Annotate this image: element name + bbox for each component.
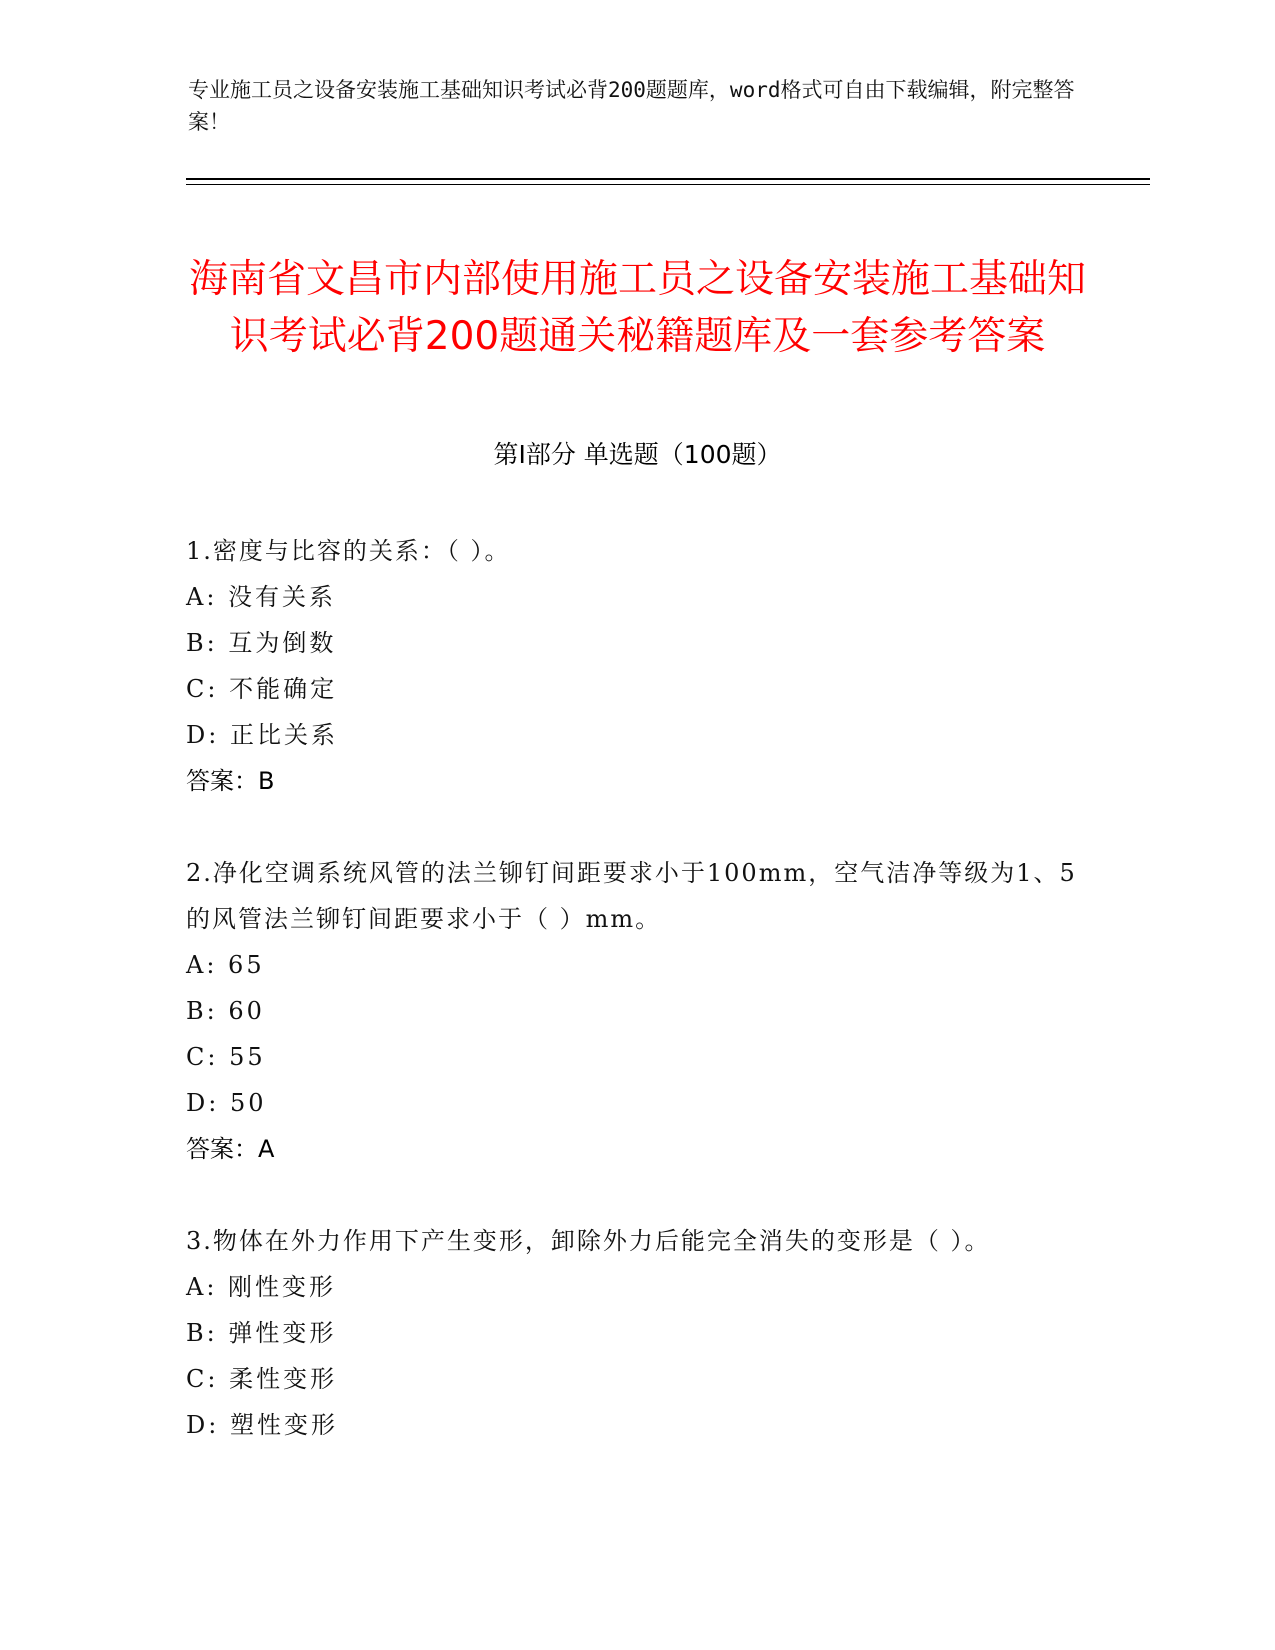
option-a: A: 刚性变形: [186, 1273, 337, 1301]
section-title: 第Ⅰ部分 单选题（100题）: [493, 440, 782, 469]
question-1: [186, 528, 1086, 804]
question-stem: 3.物体在外力作用下产生变形，卸除外力后能完全消失的变形是（ ）。: [186, 1227, 991, 1255]
option-d: D: 50: [186, 1089, 267, 1117]
option-a: A: 没有关系: [186, 583, 337, 611]
header-note: 专业施工员之设备安装施工基础知识考试必背200题题库，word格式可自由下载编辑，附完整答案！: [188, 78, 1075, 134]
question-stem: 1.密度与比容的关系：（ ）。: [186, 537, 511, 565]
option-c: C: 不能确定: [186, 675, 338, 703]
option-c: C: 柔性变形: [186, 1365, 338, 1393]
question-3: [186, 1218, 1086, 1448]
question-stem: 2.净化空调系统风管的法兰铆钉间距要求小于100mm，空气洁净等级为1、5的风管法兰铆钉间距要求小于（ ）mm。: [186, 859, 1077, 933]
answer: 答案：A: [186, 1135, 275, 1163]
option-b: B: 互为倒数: [186, 629, 337, 657]
answer: 答案：B: [186, 767, 275, 795]
option-b: B: 60: [186, 997, 265, 1025]
option-d: D: 塑性变形: [186, 1411, 338, 1439]
option-d: D: 正比关系: [186, 721, 338, 749]
header-divider-thin: [186, 184, 1150, 185]
question-2: [186, 850, 1086, 1172]
question-list: [186, 528, 1086, 1494]
option-a: A: 65: [186, 951, 265, 979]
option-b: B: 弹性变形: [186, 1319, 337, 1347]
document-title: 海南省文昌市内部使用施工员之设备安装施工基础知识考试必背200题通关秘籍题库及一套参考答案: [188, 257, 1086, 360]
header-divider-thick: [186, 178, 1150, 180]
option-c: C: 55: [186, 1043, 266, 1071]
